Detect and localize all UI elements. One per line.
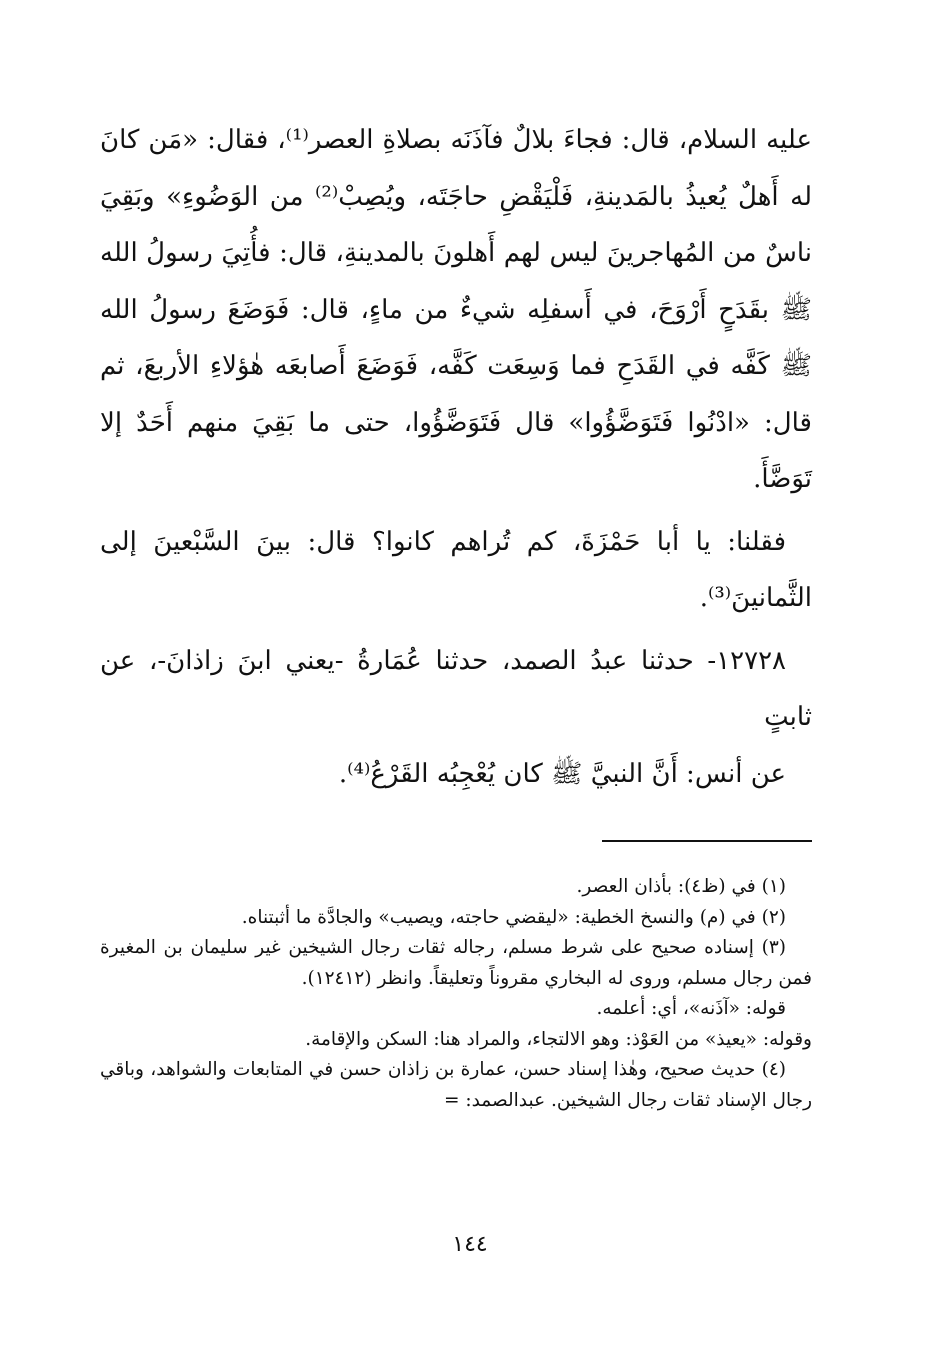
footnote: (٤) حديث صحيح، وهٰذا إسناد حسن، عمارة بن زاذان حسن في المتابعات والشواهد، وباقي رجال الإسناد ثقات رجال الشيخين. عبدالصمد: = [100, 1059, 812, 1111]
footnote: (٢) في (م) والنسخ الخطية: «ليقضي حاجته، ويصيب» والجادَّة ما أثبتناه. [241, 906, 786, 928]
hadith-heading: ١٢٧٢٨- حدثنا عبدُ الصمد، حدثنا عُمَارةُ -يعني ابنَ زاذانَ-، عن ثابتٍ [100, 645, 812, 732]
book-page [100, 112, 812, 1116]
page-number: ١٤٤ [452, 1232, 488, 1257]
hadith-paragraph: فقلنا: يا أبا حَمْزَةَ، كم تُراهم كانوا؟ قال: بينَ السَّبْعينَ إلى الثَّمانينَ⁽³⁾. [100, 526, 812, 613]
hadith-paragraph: عن أنس: أَنَّ النبيَّ ﷺ كان يُعْجِبُه القَرْعُ⁽⁴⁾. [338, 758, 786, 789]
footnotes [100, 872, 812, 1116]
hadith-paragraph: عليه السلام، قال: فجاءَ بلالٌ فآذَنَه بصلاةِ العصر⁽¹⁾، فقال: «مَن كانَ له أَهلٌ يُعيذُ بالمَدينةِ، فَلْيَقْضِ حاجَتَه، ويُصِبْ⁽²⁾ من الوَضُوءِ» وبَقِيَ ناسٌ من المُهاجرينَ ليس لهم أَهلونَ بالمدينةِ، قال: فأُتِيَ رسولُ الله ﷺ بقَدَحٍ أَرْوَحَ، في أَسفلِه شيءٌ من ماءٍ، قال: فَوَضَعَ رسولُ الله ﷺ كَفَّه في القَدَحِ فما وَسِعَت كَفَّه، فَوَضَعَ أَصابعَه هٰؤلاءِ الأربعَ، ثم قال: «ادْنُوا فَتَوَضَّؤُوا» قال فَتَوَضَّؤُوا، حتى ما بَقِيَ منهم أَحَدٌ إلا تَوَضَّأَ. [100, 125, 812, 494]
footnote: (٣) إسناده صحيح على شرط مسلم، رجاله ثقات رجال الشيخين غير سليمان بن المغيرة فمن رجال مسلم، وروى له البخاري مقروناً وتعليقاً. وانظر (١٢٤١٢). [100, 937, 812, 989]
footnote-divider [602, 840, 812, 842]
footnote-note: قوله: «آذَنه»، أي: أعلمه. [596, 998, 786, 1019]
footnote: (١) في (ظ٤): بأذان العصر. [576, 876, 786, 897]
main-text [100, 112, 812, 802]
footnote-note: وقوله: «يعيذ» من العَوْذ: وهو الالتجاء، والمراد هنا: السكن والإقامة. [305, 1028, 812, 1050]
